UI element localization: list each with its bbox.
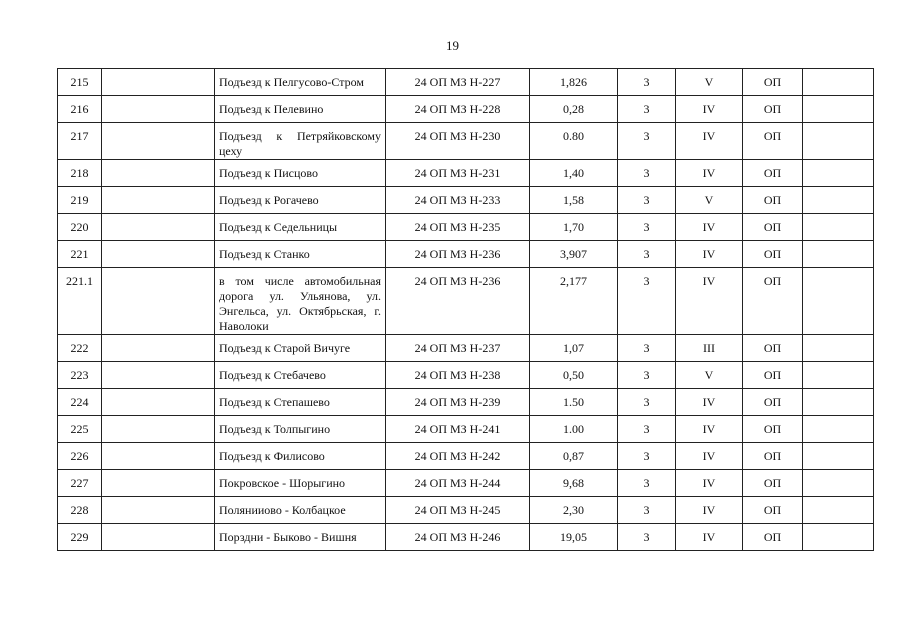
table-row bbox=[58, 96, 874, 123]
empty-cell bbox=[803, 160, 874, 187]
category-cell: 3 bbox=[618, 470, 676, 497]
empty-cell bbox=[102, 470, 215, 497]
category-cell: 3 bbox=[618, 416, 676, 443]
class-cell: V bbox=[676, 187, 743, 214]
road-id-cell: 24 ОП МЗ Н-238 bbox=[386, 362, 530, 389]
table-row bbox=[58, 497, 874, 524]
road-id-cell: 24 ОП МЗ Н-244 bbox=[386, 470, 530, 497]
road-id-cell: 24 ОП МЗ Н-236 bbox=[386, 268, 530, 335]
class-cell: V bbox=[676, 69, 743, 96]
empty-cell bbox=[102, 69, 215, 96]
empty-cell bbox=[803, 123, 874, 160]
category-cell: 3 bbox=[618, 268, 676, 335]
row-number-cell: 223 bbox=[58, 362, 102, 389]
category-cell: 3 bbox=[618, 187, 676, 214]
empty-cell bbox=[803, 69, 874, 96]
empty-cell bbox=[102, 335, 215, 362]
significance-cell: ОП bbox=[743, 187, 803, 214]
road-id-cell: 24 ОП МЗ Н-239 bbox=[386, 389, 530, 416]
empty-cell bbox=[803, 389, 874, 416]
row-number-cell: 222 bbox=[58, 335, 102, 362]
empty-cell bbox=[102, 187, 215, 214]
row-number-cell: 227 bbox=[58, 470, 102, 497]
table-row bbox=[58, 268, 874, 335]
significance-cell: ОП bbox=[743, 69, 803, 96]
row-number-cell: 226 bbox=[58, 443, 102, 470]
empty-cell bbox=[803, 96, 874, 123]
class-cell: IV bbox=[676, 497, 743, 524]
class-cell: IV bbox=[676, 214, 743, 241]
road-id-cell: 24 ОП МЗ Н-237 bbox=[386, 335, 530, 362]
length-cell: 1,07 bbox=[530, 335, 618, 362]
road-id-cell: 24 ОП МЗ Н-227 bbox=[386, 69, 530, 96]
empty-cell bbox=[102, 497, 215, 524]
row-number-cell: 218 bbox=[58, 160, 102, 187]
table-row bbox=[58, 443, 874, 470]
road-name-cell: Порздни - Быково - Вишня bbox=[215, 524, 386, 551]
empty-cell bbox=[803, 335, 874, 362]
category-cell: 3 bbox=[618, 497, 676, 524]
road-name-cell: Подъезд к Толпыгино bbox=[215, 416, 386, 443]
length-cell: 1,58 bbox=[530, 187, 618, 214]
row-number-cell: 224 bbox=[58, 389, 102, 416]
category-cell: 3 bbox=[618, 335, 676, 362]
length-cell: 9,68 bbox=[530, 470, 618, 497]
row-number-cell: 217 bbox=[58, 123, 102, 160]
empty-cell bbox=[803, 214, 874, 241]
road-id-cell: 24 ОП МЗ Н-236 bbox=[386, 241, 530, 268]
length-cell: 0,28 bbox=[530, 96, 618, 123]
road-name-cell: в том числе автомобильная дорога ул. Ульянова, ул. Энгельса, ул. Октябрьская, г. Наволоки bbox=[215, 268, 386, 335]
length-cell: 1,826 bbox=[530, 69, 618, 96]
category-cell: 3 bbox=[618, 123, 676, 160]
row-number-cell: 229 bbox=[58, 524, 102, 551]
class-cell: III bbox=[676, 335, 743, 362]
row-number-cell: 219 bbox=[58, 187, 102, 214]
length-cell: 0,87 bbox=[530, 443, 618, 470]
significance-cell: ОП bbox=[743, 160, 803, 187]
empty-cell bbox=[102, 443, 215, 470]
category-cell: 3 bbox=[618, 96, 676, 123]
class-cell: IV bbox=[676, 241, 743, 268]
road-name-cell: Подъезд к Филисово bbox=[215, 443, 386, 470]
empty-cell bbox=[803, 268, 874, 335]
class-cell: IV bbox=[676, 123, 743, 160]
road-name-cell: Подъезд к Стебачево bbox=[215, 362, 386, 389]
empty-cell bbox=[102, 268, 215, 335]
road-name-cell: Покровское - Шорыгино bbox=[215, 470, 386, 497]
empty-cell bbox=[102, 241, 215, 268]
road-name-cell: Полянииово - Колбацкое bbox=[215, 497, 386, 524]
empty-cell bbox=[803, 470, 874, 497]
class-cell: IV bbox=[676, 416, 743, 443]
road-id-cell: 24 ОП МЗ Н-228 bbox=[386, 96, 530, 123]
empty-cell bbox=[803, 497, 874, 524]
table-row bbox=[58, 69, 874, 96]
empty-cell bbox=[803, 416, 874, 443]
empty-cell bbox=[102, 362, 215, 389]
empty-cell bbox=[102, 389, 215, 416]
category-cell: 3 bbox=[618, 389, 676, 416]
class-cell: IV bbox=[676, 470, 743, 497]
road-name-cell: Подъезд к Станко bbox=[215, 241, 386, 268]
significance-cell: ОП bbox=[743, 335, 803, 362]
road-name-cell: Подъезд к Степашево bbox=[215, 389, 386, 416]
table-row bbox=[58, 214, 874, 241]
length-cell: 0.80 bbox=[530, 123, 618, 160]
page-number: 19 bbox=[446, 38, 459, 53]
significance-cell: ОП bbox=[743, 389, 803, 416]
roads-table bbox=[57, 68, 874, 551]
significance-cell: ОП bbox=[743, 123, 803, 160]
table-row bbox=[58, 187, 874, 214]
table-body bbox=[58, 69, 874, 551]
category-cell: 3 bbox=[618, 524, 676, 551]
row-number-cell: 225 bbox=[58, 416, 102, 443]
significance-cell: ОП bbox=[743, 362, 803, 389]
length-cell: 1.50 bbox=[530, 389, 618, 416]
road-id-cell: 24 ОП МЗ Н-246 bbox=[386, 524, 530, 551]
significance-cell: ОП bbox=[743, 524, 803, 551]
category-cell: 3 bbox=[618, 443, 676, 470]
category-cell: 3 bbox=[618, 160, 676, 187]
length-cell: 0,50 bbox=[530, 362, 618, 389]
table-row bbox=[58, 362, 874, 389]
road-id-cell: 24 ОП МЗ Н-233 bbox=[386, 187, 530, 214]
road-id-cell: 24 ОП МЗ Н-241 bbox=[386, 416, 530, 443]
significance-cell: ОП bbox=[743, 497, 803, 524]
length-cell: 19,05 bbox=[530, 524, 618, 551]
road-name-cell: Подъезд к Седельницы bbox=[215, 214, 386, 241]
road-id-cell: 24 ОП МЗ Н-231 bbox=[386, 160, 530, 187]
table-row bbox=[58, 416, 874, 443]
significance-cell: ОП bbox=[743, 268, 803, 335]
empty-cell bbox=[803, 443, 874, 470]
class-cell: IV bbox=[676, 160, 743, 187]
road-name-cell: Подъезд к Старой Вичуге bbox=[215, 335, 386, 362]
row-number-cell: 220 bbox=[58, 214, 102, 241]
empty-cell bbox=[102, 160, 215, 187]
significance-cell: ОП bbox=[743, 470, 803, 497]
empty-cell bbox=[803, 187, 874, 214]
road-name-cell: Подъезд к Писцово bbox=[215, 160, 386, 187]
empty-cell bbox=[102, 416, 215, 443]
row-number-cell: 221 bbox=[58, 241, 102, 268]
empty-cell bbox=[803, 524, 874, 551]
table-row bbox=[58, 160, 874, 187]
category-cell: 3 bbox=[618, 69, 676, 96]
empty-cell bbox=[102, 214, 215, 241]
table-row bbox=[58, 389, 874, 416]
road-name-cell: Подъезд к Пелевино bbox=[215, 96, 386, 123]
table-row bbox=[58, 241, 874, 268]
empty-cell bbox=[803, 241, 874, 268]
class-cell: IV bbox=[676, 268, 743, 335]
class-cell: IV bbox=[676, 443, 743, 470]
road-id-cell: 24 ОП МЗ Н-245 bbox=[386, 497, 530, 524]
table-row bbox=[58, 123, 874, 160]
length-cell: 2,177 bbox=[530, 268, 618, 335]
empty-cell bbox=[102, 123, 215, 160]
class-cell: V bbox=[676, 362, 743, 389]
table-row bbox=[58, 524, 874, 551]
empty-cell bbox=[803, 362, 874, 389]
significance-cell: ОП bbox=[743, 416, 803, 443]
class-cell: IV bbox=[676, 96, 743, 123]
length-cell: 1.00 bbox=[530, 416, 618, 443]
row-number-cell: 228 bbox=[58, 497, 102, 524]
category-cell: 3 bbox=[618, 241, 676, 268]
road-id-cell: 24 ОП МЗ Н-235 bbox=[386, 214, 530, 241]
significance-cell: ОП bbox=[743, 96, 803, 123]
road-name-cell: Подъезд к Рогачево bbox=[215, 187, 386, 214]
road-id-cell: 24 ОП МЗ Н-230 bbox=[386, 123, 530, 160]
length-cell: 1,40 bbox=[530, 160, 618, 187]
row-number-cell: 215 bbox=[58, 69, 102, 96]
category-cell: 3 bbox=[618, 362, 676, 389]
empty-cell bbox=[102, 524, 215, 551]
category-cell: 3 bbox=[618, 214, 676, 241]
significance-cell: ОП bbox=[743, 241, 803, 268]
road-id-cell: 24 ОП МЗ Н-242 bbox=[386, 443, 530, 470]
length-cell: 1,70 bbox=[530, 214, 618, 241]
significance-cell: ОП bbox=[743, 214, 803, 241]
road-name-cell: Подъезд к Петряйковскому цеху bbox=[215, 123, 386, 160]
table-row bbox=[58, 470, 874, 497]
class-cell: IV bbox=[676, 389, 743, 416]
row-number-cell: 221.1 bbox=[58, 268, 102, 335]
table-row bbox=[58, 335, 874, 362]
class-cell: IV bbox=[676, 524, 743, 551]
length-cell: 3,907 bbox=[530, 241, 618, 268]
empty-cell bbox=[102, 96, 215, 123]
row-number-cell: 216 bbox=[58, 96, 102, 123]
road-name-cell: Подъезд к Пелгусово-Стром bbox=[215, 69, 386, 96]
significance-cell: ОП bbox=[743, 443, 803, 470]
length-cell: 2,30 bbox=[530, 497, 618, 524]
